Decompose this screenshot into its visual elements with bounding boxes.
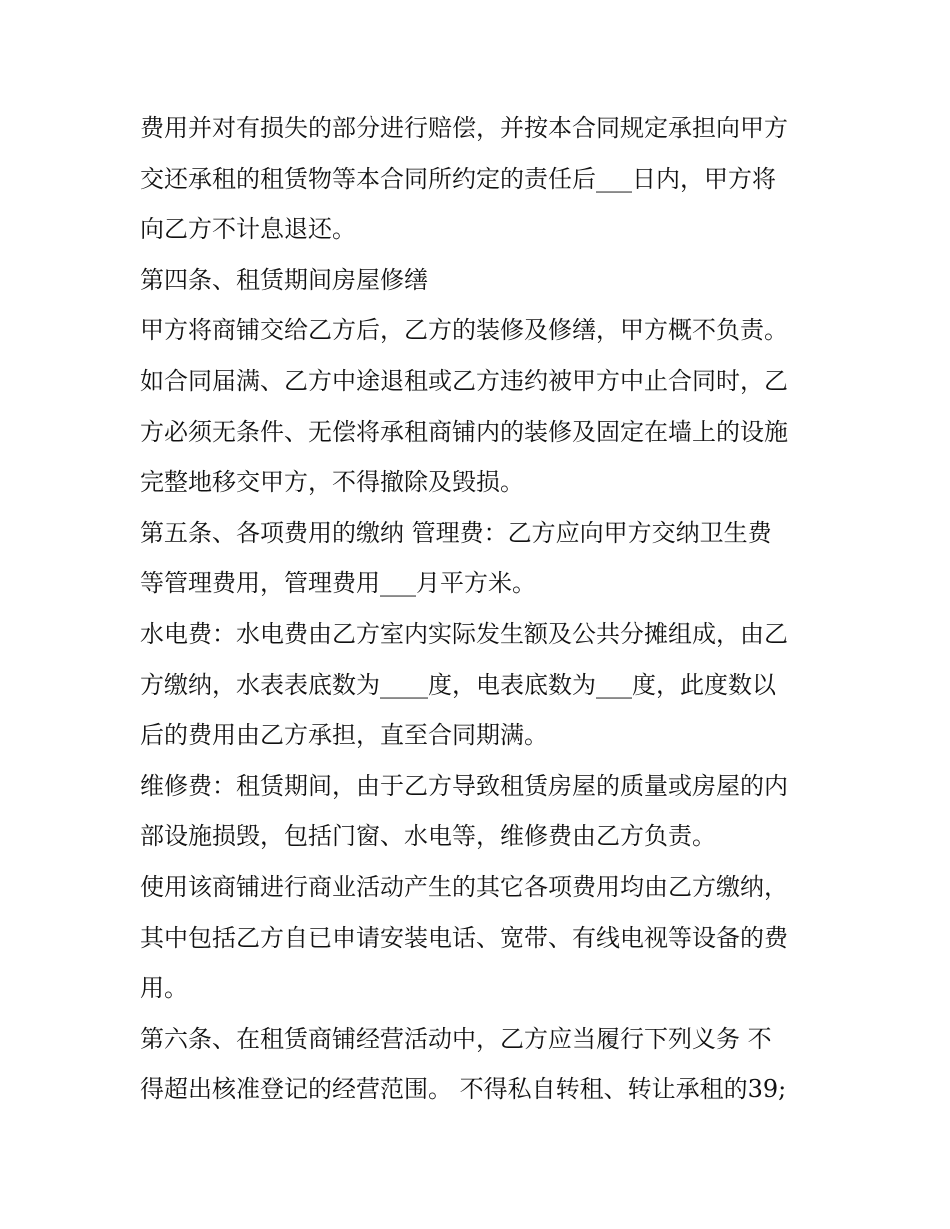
contract-body-text <box>140 103 840 1115</box>
text-line: 向乙方不计息退还。 <box>140 215 356 244</box>
section-heading-4: 第四条、租赁期间房屋修缮 <box>140 265 428 294</box>
text-line: 方缴纳，水表表底数为____度，电表底数为___度，此度数以 <box>140 670 776 699</box>
section-heading-5: 第五条、各项费用的缴纳 管理费：乙方应向甲方交纳卫生费 <box>140 518 772 547</box>
text-line: 用。 <box>140 974 188 1003</box>
section-heading-6: 第六条、在租赁商铺经营活动中，乙方应当履行下列义务 不 <box>140 1024 772 1053</box>
text-line: 使用该商铺进行商业活动产生的其它各项费用均由乙方缴纳， <box>140 872 788 901</box>
text-line: 后的费用由乙方承担，直至合同期满。 <box>140 721 548 750</box>
text-line: 部设施损毁，包括门窗、水电等，维修费由乙方负责。 <box>140 822 716 851</box>
text-line: 完整地移交甲方，不得撤除及毁损。 <box>140 468 524 497</box>
text-line: 如合同届满、乙方中途退租或乙方违约被甲方中止合同时，乙 <box>140 366 788 395</box>
text-line: 费用并对有损失的部分进行赔偿，并按本合同规定承担向甲方 <box>140 114 788 142</box>
text-line: 交还承租的租赁物等本合同所约定的责任后___日内，甲方将 <box>140 164 776 193</box>
text-line: 其中包括乙方自已申请安装电话、宽带、有线电视等设备的费 <box>140 923 788 952</box>
text-line: 甲方将商铺交给乙方后，乙方的装修及修缮，甲方概不负责。 <box>140 316 788 345</box>
text-line: 水电费：水电费由乙方室内实际发生额及公共分摊组成，由乙 <box>140 619 788 648</box>
text-line: 等管理费用，管理费用___月平方米。 <box>140 569 536 598</box>
text-line: 方必须无条件、无偿将承租商铺内的装修及固定在墙上的设施 <box>140 417 788 446</box>
text-line: 维修费：租赁期间，由于乙方导致租赁房屋的质量或房屋的内 <box>140 771 788 800</box>
text-line: 得超出核准登记的经营范围。 不得私自转租、转让承租的39; <box>140 1075 787 1104</box>
